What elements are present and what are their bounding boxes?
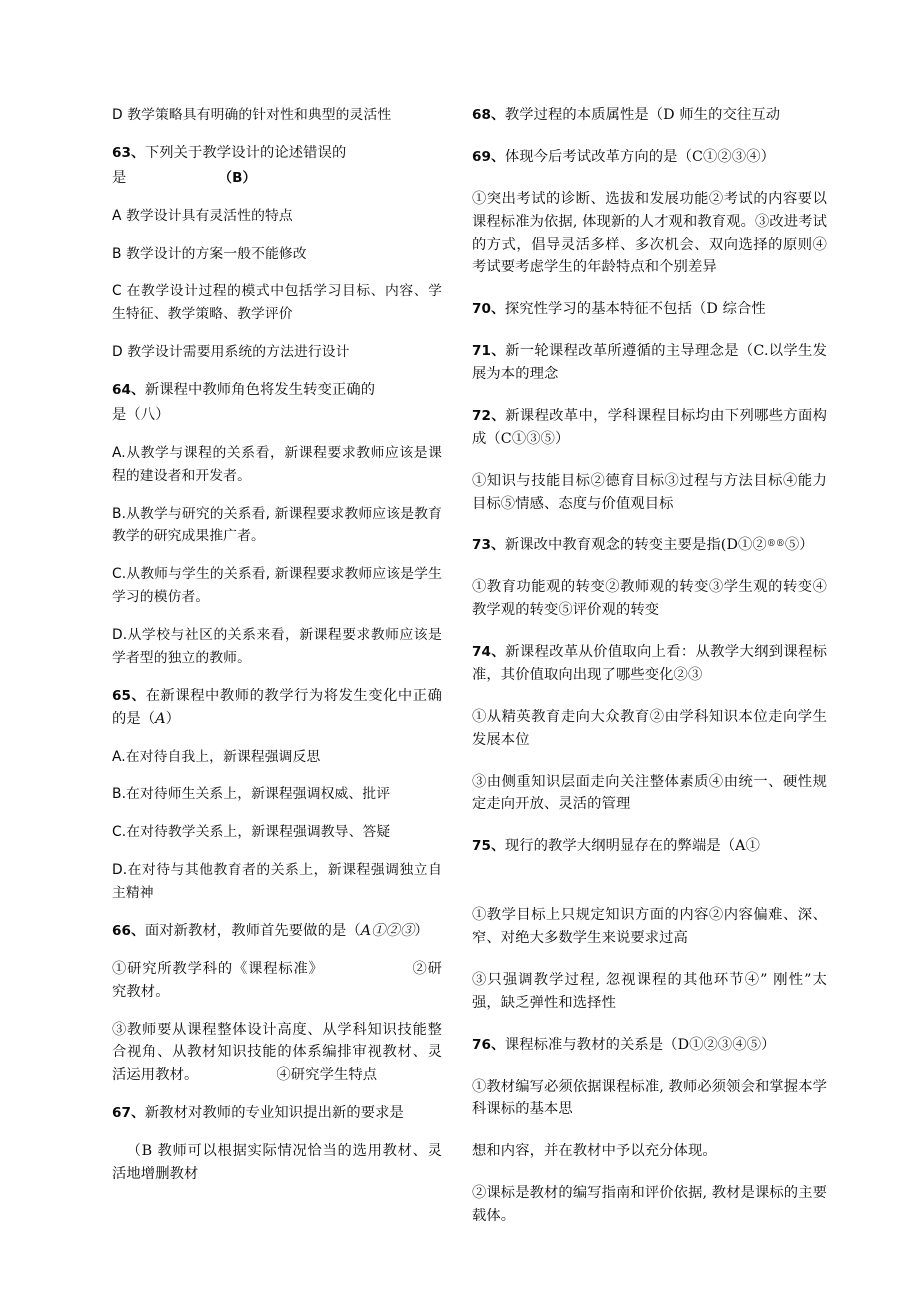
question-72-items bbox=[472, 470, 827, 516]
question-stem-72 bbox=[472, 405, 827, 451]
stem-continuation: 是（八） bbox=[112, 406, 170, 423]
question-stem-74 bbox=[472, 641, 827, 687]
option-b-65 bbox=[112, 783, 442, 806]
question-text: 新课程改革中，学科课程目标均由下列哪些方面构成（C①③⑤） bbox=[472, 407, 828, 447]
question-75-items-12 bbox=[472, 904, 827, 950]
question-text: 课程标准与教材的关系是（D①②③④⑤） bbox=[504, 1036, 776, 1053]
question-stem-64 bbox=[112, 379, 442, 402]
option-text: C.从教师与学生的关系看, 新课程要求教师应该是学生学习的模仿者。 bbox=[112, 566, 442, 606]
answer-63: （B） bbox=[218, 169, 257, 186]
question-text: 在新课程中教师的教学行为将发生变化中正确的是（ bbox=[112, 687, 443, 727]
question-text: 现行的教学大纲明显存在的弊端是（A① bbox=[504, 838, 760, 855]
question-68 bbox=[472, 104, 827, 127]
item-text: ①教材编写必须依据课程标准, 教师必须领会和掌握本学科课标的基本思 bbox=[472, 1078, 827, 1118]
question-71 bbox=[472, 340, 827, 386]
question-stem-64-line2 bbox=[112, 404, 442, 427]
item-text: ①教育功能观的转变②教师观的转变③学生观的转变④教学观的转变⑤评价观的转变 bbox=[472, 579, 827, 619]
item-text: ③只强调教学过程, 忽视课程的其他环节④” 刚性”太强，缺乏弹性和选择性 bbox=[472, 971, 827, 1011]
right-column bbox=[472, 104, 827, 1228]
question-text: 新课改中教育观念的转变主要是指(D①② bbox=[504, 537, 767, 554]
question-text: 教学过程的本质属性是（D 师生的交往互动 bbox=[504, 107, 781, 123]
question-text: 下列关于教学设计的论述错误的 bbox=[144, 144, 347, 161]
question-stem-63 bbox=[112, 142, 442, 165]
question-number: 67、 bbox=[112, 1105, 145, 1122]
question-73-items bbox=[472, 576, 827, 622]
answer-text: （B 教师可以根据实际情况恰当的选用教材、灵活地增删教材 bbox=[112, 1143, 442, 1182]
option-text: A.从教学与课程的关系看，新课程要求教师应该是课程的建设者和开发者。 bbox=[112, 444, 442, 484]
question-number: 63、 bbox=[112, 144, 145, 161]
question-stem-73 bbox=[472, 534, 827, 557]
item-text: ①突出考试的诊断、选拔和发展功能②考试的内容要以课程标准为依据, 体现新的人才观和教育观。③改进考试的方式，倡导灵活多样、多次机会、双向选择的原则④考试要考虑学生的年龄特点和个别差异 bbox=[472, 190, 827, 276]
question-number: 73、 bbox=[472, 537, 505, 554]
question-stem-65 bbox=[112, 685, 442, 731]
option-a-64 bbox=[112, 442, 442, 488]
question-text: 新课程中教师角色将发生转变正确的 bbox=[144, 382, 376, 398]
option-c-65 bbox=[112, 821, 442, 844]
question-number: 64、 bbox=[112, 382, 145, 398]
option-text: C.在对待教学关系上，新课程强调教导、答疑 bbox=[112, 824, 391, 841]
stem-tail: ） bbox=[414, 922, 429, 939]
question-76-item-1a bbox=[472, 1076, 827, 1122]
question-number: 65、 bbox=[112, 687, 146, 704]
item-text: 想和内容，并在教材中予以充分体现。 bbox=[472, 1143, 717, 1160]
question-number: 74、 bbox=[472, 644, 506, 660]
option-text: A 教学设计具有灵活性的特点 bbox=[112, 207, 293, 224]
question-76-item-1b bbox=[472, 1140, 827, 1163]
option-a-63 bbox=[112, 205, 442, 228]
question-text: 体现今后考试改革方向的是（C①②③④） bbox=[504, 148, 775, 165]
small-circled-marks: ®® bbox=[766, 539, 785, 550]
question-text: 新课程改革从价值取向上看：从教学大纲到课程标准，其价值取向出现了哪些变化②③ bbox=[472, 644, 828, 683]
question-76-item-2 bbox=[472, 1182, 827, 1228]
left-column bbox=[112, 104, 442, 1186]
question-stem-75 bbox=[472, 835, 827, 858]
question-number: 71、 bbox=[472, 343, 506, 360]
option-text: B.在对待师生关系上，新课程强调权威、批评 bbox=[112, 786, 391, 803]
question-66-item-1 bbox=[112, 958, 442, 1004]
option-b-63 bbox=[112, 243, 442, 266]
question-number: 66、 bbox=[112, 922, 145, 939]
option-text: B 教学设计的方案一般不能修改 bbox=[112, 245, 307, 262]
option-b-64 bbox=[112, 503, 442, 549]
option-d-64 bbox=[112, 624, 442, 670]
question-stem-66 bbox=[112, 920, 442, 943]
question-69-items bbox=[472, 188, 827, 280]
stem-tail: ） bbox=[165, 710, 181, 727]
question-stem-69 bbox=[472, 146, 827, 169]
option-text: D.从学校与社区的关系来看，新课程要求教师应该是学者型的独立的教师。 bbox=[112, 627, 442, 666]
question-74-items-34 bbox=[472, 771, 827, 817]
question-number: 69、 bbox=[472, 148, 505, 165]
option-d-63 bbox=[112, 341, 442, 364]
question-number: 68、 bbox=[472, 107, 505, 123]
item-text: ②课标是教材的编写指南和评价依据, 教材是课标的主要载体。 bbox=[472, 1185, 827, 1224]
item-text-4: ④研究学生特点 bbox=[276, 1067, 378, 1084]
stem-continuation: 是 bbox=[112, 169, 127, 186]
question-stem-67 bbox=[112, 1102, 442, 1125]
item-text: ③由侧重知识层面走向关注整体素质④由统一、硬性规定走向开放、灵活的管理 bbox=[472, 773, 827, 813]
question-text: 面对新教材，教师首先要做的是（ bbox=[144, 922, 361, 939]
option-text: A.在对待自我上，新课程强调反思 bbox=[112, 748, 321, 765]
option-text: D 教学设计需要用系统的方法进行设计 bbox=[112, 344, 350, 361]
question-70 bbox=[472, 298, 827, 321]
answer-66: A①②③ bbox=[360, 922, 415, 939]
item-text: ①研究所教学科的《课程标准》 bbox=[112, 960, 324, 977]
option-c-64 bbox=[112, 563, 442, 609]
option-d-65 bbox=[112, 859, 442, 905]
item-text: ①知识与技能目标②德育目标③过程与方法目标④能力目标⑤情感、态度与价值观目标 bbox=[472, 472, 827, 512]
option-c-63 bbox=[112, 280, 442, 326]
question-text: 新一轮课程改革所遵循的主导理念是（C.以学生发展为本的理念 bbox=[472, 343, 827, 382]
question-74-items-12 bbox=[472, 706, 827, 752]
option-line bbox=[112, 104, 442, 127]
option-text: B.从教学与研究的关系看, 新课程要求教师应该是教育教学的研究成果推广者。 bbox=[112, 505, 442, 545]
answer-65: A bbox=[155, 710, 166, 727]
option-a-65 bbox=[112, 746, 442, 769]
option-text: D 教学策略具有明确的针对性和典型的灵活性 bbox=[112, 107, 392, 123]
two-column-layout bbox=[112, 104, 828, 1261]
item-text: ③教师要从课程整体设计高度、从学科知识技能整合视角、从教材知识技能的体系编排审视教材、灵活运用教材。 bbox=[112, 1021, 442, 1084]
option-text: D.在对待与其他教育者的关系上，新课程强调独立自主精神 bbox=[112, 862, 442, 901]
option-text: C 在教学设计过程的模式中包括学习目标、内容、学生特征、教学策略、教学评价 bbox=[112, 283, 442, 323]
question-number: 72、 bbox=[472, 407, 506, 424]
question-number: 76、 bbox=[472, 1036, 505, 1053]
question-text: 新教材对教师的专业知识提出新的要求是 bbox=[144, 1105, 404, 1122]
item-text-2: ②研究教材。 bbox=[112, 960, 442, 1000]
question-75-items-34 bbox=[472, 969, 827, 1015]
item-text: ①教学目标上只规定知识方面的内容②内容偏难、深、窄、对绝大多数学生来说要求过高 bbox=[472, 907, 827, 946]
question-text: 探究性学习的基本特征不包括（D 综合性 bbox=[504, 301, 766, 318]
stem-tail: ⑤） bbox=[784, 537, 814, 554]
question-stem-63-line2 bbox=[112, 167, 442, 190]
question-66-item-3 bbox=[112, 1019, 442, 1088]
question-67-answer bbox=[112, 1140, 442, 1186]
question-stem-76 bbox=[472, 1034, 827, 1057]
question-number: 75、 bbox=[472, 838, 505, 855]
question-number: 70、 bbox=[472, 301, 505, 318]
item-text: ①从精英教育走向大众教育②由学科知识本位走向学生发展本位 bbox=[472, 708, 827, 748]
